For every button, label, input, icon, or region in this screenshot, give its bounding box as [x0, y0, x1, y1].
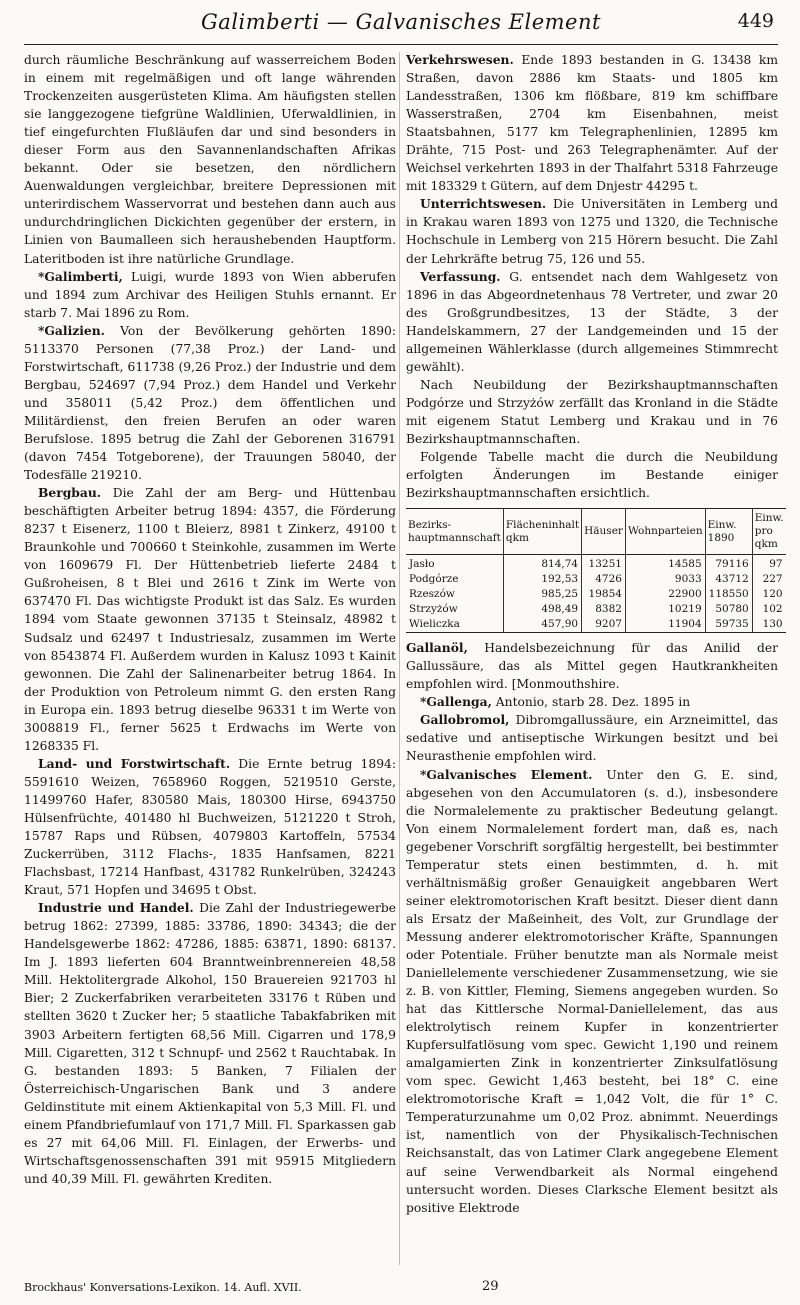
paragraph: [406, 195, 778, 267]
table-cell: 130: [752, 617, 785, 633]
entry-heading: Verkehrswesen.: [406, 52, 514, 67]
table-cell: 457,90: [503, 617, 581, 633]
table-header-cell: Einw. 1890: [705, 509, 752, 555]
table-cell: 97: [752, 555, 785, 573]
table-header-row: [406, 509, 786, 555]
table-cell: 102: [752, 602, 785, 617]
table-cell: 118550: [705, 587, 752, 602]
district-name-cell: Rzeszów: [409, 588, 455, 601]
entry-text: Die Universitäten in Lemberg und in Krakau waren 1893 von 1275 und 1320, die Technische Hochschule in Lemberg von 215 Hörern besucht. Die Zahl der Lehrkräfte betrug 75, 126 und 55.: [406, 197, 778, 266]
district-name-cell: Strzyżów: [409, 603, 458, 616]
entry-text: Antonio, starb 28. Dez. 1895 in: [491, 695, 691, 710]
table-cell: 10219: [625, 602, 705, 617]
entry-text: Nach Neubildung der Bezirkshauptmannschaften Podgórze und Strzyżów zerfällt das Kronland in die Städte mit eigenem Statut Lemberg und Krakau und in 76 Bezirkshauptmannschaften.: [406, 377, 778, 446]
text-columns: [24, 51, 784, 1217]
entry-text: G. entsendet nach dem Wahlgesetz von 1896 in das Abgeordnetenhaus 78 Vertreter, und zwar 20 des Großgrundbesitzes, 13 der Städte, 3 der Handelskammern, 27 der Landgemeinden und 15 der allgemeinen Wählerklasse (durch allgemeines Stimmrecht gewählt).: [406, 269, 778, 374]
running-title: Galimberti — Galvanisches Element: [201, 10, 601, 34]
table-cell: 120: [752, 587, 785, 602]
table-cell: 59735: [705, 617, 752, 633]
table-cell: 4726: [582, 572, 626, 587]
district-name-cell: Podgórze: [409, 573, 459, 586]
table-body: [406, 555, 786, 633]
paragraph: [24, 268, 396, 322]
paragraph: [406, 639, 778, 693]
table-row: [406, 587, 786, 602]
table-cell: 192,53: [503, 572, 581, 587]
entry-heading: *Galimberti,: [38, 268, 123, 284]
district-name-cell: Jasło: [409, 558, 435, 571]
table-header-cell: Häuser: [582, 509, 626, 555]
right-column: [406, 51, 784, 1217]
entry-heading: Gallanöl,: [406, 640, 468, 656]
entry-heading: Bergbau.: [38, 485, 102, 501]
table-cell: 9033: [625, 572, 705, 587]
table-cell: 14585: [625, 555, 705, 573]
table-header-cell: Einw. pro qkm: [752, 509, 785, 555]
paragraph: [406, 766, 778, 1217]
entry-text: Die Ernte betrug 1894: 5591610 Weizen, 7658960 Roggen, 5219510 Gerste, 11499760 Hafer, 830580 Mais, 180300 Hirse, 6943750 Hülsenfrüchte, 401480 hl Buchweizen, 5121220 t Stroh, 15787 Raps und Rübsen, 4079803 Kartoffeln, 57534 Zuckerrüben, 3112 Flachs-, 1835 Hanfsamen, 8221 Flachsbast, 17214 Hanfbast, 431782 Runkelrüben, 324243 Kraut, 571 Hopfen und 34695 t Obst.: [24, 756, 396, 898]
paragraph: [406, 711, 778, 765]
paragraph: [24, 322, 396, 484]
page-footer: [24, 1279, 778, 1299]
paragraph: [406, 448, 778, 502]
entry-text: Unter den G. E. sind, abgesehen von den Accumulatoren (s. d.), insbesondere die Normalelemente zu praktischer Bedeutung gelangt. Von einem Normalelement fordert man, daß es, nach gegebener Vorschrift sorgfältig hergestellt, bei bestimmter Temperatur stets einen bestimmten, d. h. mit verhältnismäßig großer Genauigkeit angebbaren Wert seiner elektromotorischen Kraft besitzt. Dieser dient dann als Ersatz der Maßeinheit, des Volt, zur Grundlage der Messung anderer elektromotorischer Kräfte, Spannungen oder Potentiale. Früher benutzte man als Normale meist Daniellelemente verschiedener Zusammensetzung, wie sie z. B. von Kittler, Fleming, Siemens angegeben wurden. So hat das Kittlersche Normal-Daniellelement, das aus elektrolytisch reinem Kupfer in konzentrierter Kupfersulfatlösung vom spec. Gewicht 1,190 und reinem amalgamierten Zink in konzentrierter Zinksulfatlösung vom spec. Gewicht 1,463 besteht, bei 18° C. eine elektromotorische Kraft = 1,042 Volt, die für 1° C. Temperaturzunahme um 0,02 Proz. abnimmt. Neuerdings ist, namentlich von der Physikalisch-Technischen Reichsanstalt, das von Latimer Clark angegebene Element auf seine Verwendbarkeit als Normal eingehend untersucht worden. Dieses Clarksche Element besitzt als positive Elektrode: [406, 767, 779, 1215]
paragraph: [406, 693, 778, 711]
paragraph: [24, 899, 396, 1188]
left-column: [24, 51, 396, 1217]
paragraph: [406, 268, 778, 376]
table-cell: 43712: [705, 572, 752, 587]
table-cell: 9207: [582, 617, 626, 633]
table-cell: 498,49: [503, 602, 581, 617]
page-number: 449: [737, 10, 774, 32]
table-cell: 814,74: [503, 555, 581, 573]
paragraph: [406, 376, 778, 448]
entry-heading: Verfassung.: [420, 268, 501, 284]
entry-text: Dibromgallussäure, ein Arzneimittel, das sedative und antiseptische Wirkungen besitzt und bei Neurasthenie empfohlen wird.: [406, 713, 778, 764]
district-table: [406, 508, 786, 633]
page-header: [24, 0, 778, 45]
table-cell: 50780: [705, 602, 752, 617]
table-cell: 227: [752, 572, 785, 587]
entry-heading: Unterrichtswesen.: [420, 196, 547, 212]
table-header-cell: Wohnparteien: [625, 509, 705, 555]
source-line: Brockhaus' Konversations-Lexikon. 14. Aufl. XVII.: [24, 1281, 302, 1294]
entry-text: Die Zahl der am Berg- und Hüttenbau beschäftigten Arbeiter betrug 1894: 4357, die Förderung 8237 t Eisenerz, 1100 t Bleierz, 8981 t Zinkerz, 49100 t Braunkohle und 700660 t Steinkohle, zusammen im Werte von 1609679 Fl. Der Hüttenbetrieb lieferte 2484 t Gußroheisen, 8 t Blei und 2616 t Zink im Werte von 637470 Fl. Das wichtigste Produkt ist das Salz. Es wurden 1894 vom Staate gewonnen 37135 t Steinsalz, 48982 t Sudsalz und 62497 t Industriesalz, zusammen im Werte von 8543874 Fl. Außerdem wurden in Kalusz 1093 t Kainit gewonnen. Die Zahl der Salinenarbeiter betrug 1864. In der Produktion von Petroleum nimmt G. den ersten Rang in Europa ein. 1893 betrug dieselbe 96331 t im Werte von 3008819 Fl., ferner 5625 t Erdwachs im Werte von 1268335 Fl.: [24, 486, 396, 753]
entry-heading: *Gallenga,: [420, 694, 492, 710]
right-column-bottom: [406, 639, 778, 1217]
table-header-cell: Bezirks-hauptmannschaft: [406, 509, 503, 555]
table-row: [406, 572, 786, 587]
entry-text: Von der Bevölkerung gehörten 1890: 5113370 Personen (77,38 Proz.) der Land- und Forstwirtschaft, 611738 (9,26 Proz.) der Industrie und dem Bergbau, 524697 (7,94 Proz.) dem Handel und Verkehr und 358011 (5,42 Proz.) dem öffentlichen und Militärdienst, den freien Berufen an oder waren Berufslose. 1895 betrug die Zahl der Geborenen 316791 (davon 7454 Totgeborene), der Trauungen 58040, der Todesfälle 219210.: [24, 323, 396, 483]
table-cell: 79116: [705, 555, 752, 573]
entry-heading: Industrie und Handel.: [38, 900, 194, 916]
table-row: [406, 555, 786, 573]
entry-text: Handelsbezeichnung für das Anilid der Gallussäure, das als Mittel gegen Hautkrankheiten empfohlen wird. [Monmouthshire.: [406, 641, 778, 692]
column-divider: [399, 52, 400, 1265]
signature-mark: 29: [482, 1279, 499, 1294]
table-cell: 985,25: [503, 587, 581, 602]
district-name-cell: Wieliczka: [406, 617, 503, 633]
paragraph: [24, 484, 396, 755]
table-cell: 19854: [582, 587, 626, 602]
table-header-cell: Flächeninhalt qkm: [503, 509, 581, 555]
entry-text: Die Zahl der Industriegewerbe betrug 1862: 27399, 1885: 33786, 1890: 34343; die der Handelsgewerbe 1862: 47286, 1885: 63871, 1890: 68137. Im J. 1893 lieferten 604 Branntweinbrennereien 48,58 Mill. Hektolitergrade Alkohol, 150 Brauereien 921703 hl Bier; 2 Zuckerfabriken verarbeiteten 33176 t Rüben und stellten 3620 t Zucker her; 5 staatliche Tabakfabriken mit 3903 Arbeitern fertigten 68,56 Mill. Cigarren und 178,9 Mill. Cigaretten, 312 t Schnupf- und 2562 t Rauchtabak. In G. bestanden 1893: 5 Banken, 7 Filialen der Österreichisch-Ungarischen Bank und 3 andere Geldinstitute mit einem Aktienkapital von 5,3 Mill. Fl. und einem Pfandbriefumlauf von 171,7 Mill. Fl. Sparkassen gab es 27 mit 64,06 Mill. Fl. Einlagen, der Erwerbs- und Wirtschaftsgenossenschaften 391 mit 95915 Mitgliedern und 40,39 Mill. Fl. gewährten Krediten.: [24, 901, 396, 1186]
table-cell: 8382: [582, 602, 626, 617]
entry-text: Folgende Tabelle macht die durch die Neubildung erfolgten Änderungen im Bestande einiger Bezirkshauptmannschaften ersichtlich.: [406, 450, 778, 501]
entry-heading: *Galvanisches Element.: [420, 766, 593, 782]
table-cell: 22900: [625, 587, 705, 602]
entry-heading: *Galizien.: [38, 322, 105, 338]
table-row: [406, 602, 786, 617]
entry-heading: Gallobromol,: [420, 712, 510, 728]
table-cell: 13251: [582, 555, 626, 573]
entry-text: Luigi, wurde 1893 von Wien abberufen und 1894 zum Archivar des Heiligen Stuhls ernannt. Er starb 7. Mai 1896 zu Rom.: [24, 269, 396, 320]
table-row: [406, 617, 786, 633]
entry-text: Ende 1893 bestanden in G. 13438 km Straßen, davon 2886 km Staats- und 1805 km Landesstraßen, 1306 km flößbare, 819 km schiffbare Wasserstraßen, 2704 km Eisenbahnen, meist Staatsbahnen, 5177 km Telegraphenlinien, 12895 km Drähte, 715 Post- und 263 Telegraphenämter. Auf der Weichsel verkehrten 1893 in der Thalfahrt 5318 Fahrzeuge mit 183329 t Gütern, auf dem Dnjestr 44295 t.: [406, 53, 778, 194]
paragraph: [24, 755, 396, 899]
entry-text: durch räumliche Beschränkung auf wasserreichem Boden in einem mit regelmäßigen und oft lange währenden Trockenzeiten ausgerüsteten Klima. Am häufigsten stellen sie langgezogene tiefgrüne Waldlinien, Uferwaldlinien, in tief eingefurchten Flußläufen dar und sind besonders in dieser Form aus den Savannenlandschaften Afrikas bekannt. Oder sie besetzen, den nördlichern Auenwaldungen vergleichbar, breitere Depressionen mit unterirdischem Wasservorrat und bestehen dann auch aus undurchdringlichen Dickichten gegenüber der erstern, in Linien von Baumalleen sich heraushebenden Hauptform. Lateritboden ist ihre natürliche Grundlage.: [24, 53, 396, 266]
table-cell: 11904: [625, 617, 705, 633]
paragraph: [406, 51, 778, 195]
right-column-top: [406, 51, 778, 502]
paragraph: [24, 51, 396, 268]
entry-heading: Land- und Forstwirtschaft.: [38, 755, 231, 771]
